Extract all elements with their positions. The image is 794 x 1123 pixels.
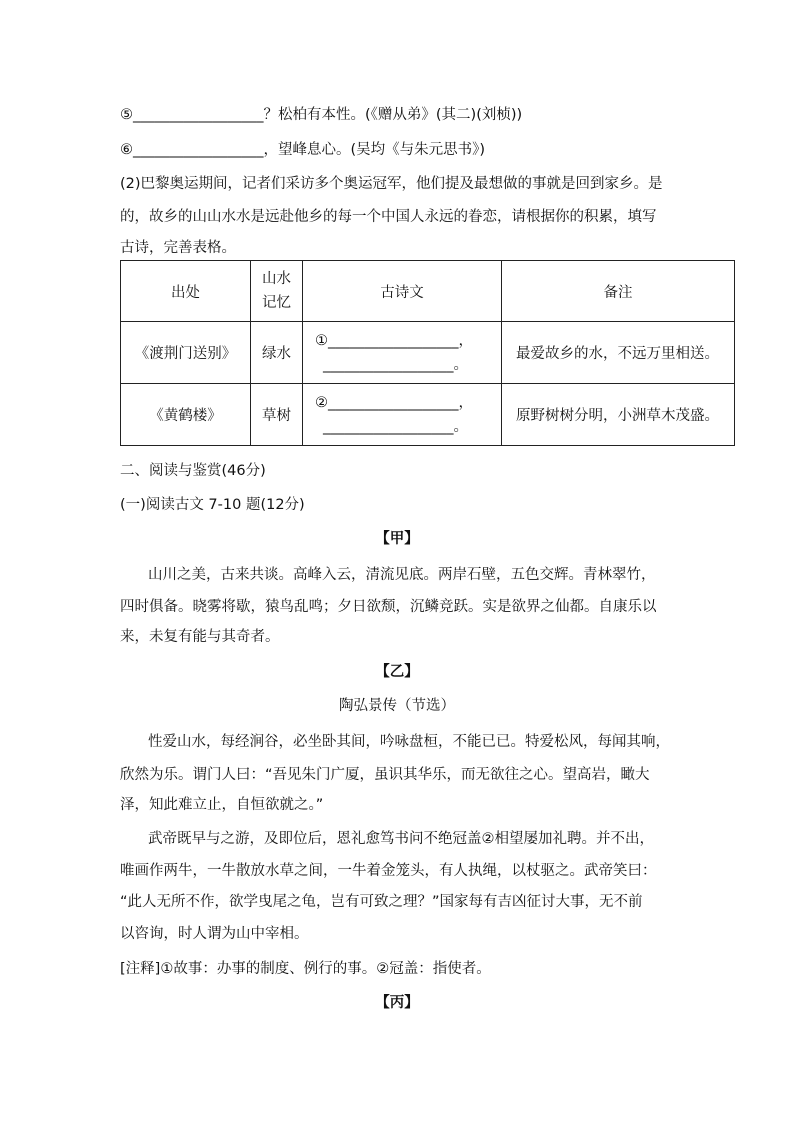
passage-yi-p2-line-4: 以咨询，时人谓为山中宰相。: [120, 926, 309, 942]
header-source: 出处: [121, 261, 251, 322]
header-remark: 备注: [502, 261, 735, 322]
cell-source: 《黄鹤楼》: [121, 384, 251, 446]
passage-yi-p1-line-1: 性爱山水，每经涧谷，必坐卧其间，吟咏盘桓，不能已已。特爱松风，每闻其响，: [148, 734, 670, 750]
section-2-sub-1: (一)阅读古文 7-10 题(12分): [120, 497, 305, 513]
cell-poem-blank[interactable]: [303, 384, 502, 446]
fill-item-6: ⑥__________________，望峰息心。(吴均《与朱元思书》): [120, 142, 486, 158]
table-header-row: [121, 261, 735, 322]
question-2-line-3: 古诗，完善表格。: [120, 240, 236, 256]
passage-jia-line-2: 四时俱备。晓雾将歇，猿鸟乱鸣；夕日欲颓，沉鳞竞跃。实是欲界之仙都。自康乐以: [120, 599, 657, 615]
header-memory-line-1: 山水: [262, 271, 291, 287]
poem-table: [120, 260, 735, 446]
cell-remark: 最爱故乡的水，不远万里相送。: [502, 322, 735, 384]
question-2-line-2: 的，故乡的山山水水是远赴他乡的每一个中国人永远的眷恋，请根据你的积累，填写: [120, 209, 657, 225]
passage-jia-line-1: 山川之美，古来共谈。高峰入云，清流见底。两岸石壁，五色交辉。青林翠竹，: [148, 567, 656, 583]
poem-blank-line-2[interactable]: __________________。: [323, 356, 468, 373]
cell-poem-blank[interactable]: [303, 322, 502, 384]
passage-yi-p2-line-2: 唯画作两牛，一牛散放水草之间，一牛着金笼头，有人执绳，以杖驱之。武帝笑曰：: [120, 863, 657, 879]
passage-jia-label: 【甲】: [375, 531, 419, 547]
cell-source: 《渡荆门送别》: [121, 322, 251, 384]
cell-memory: 草树: [251, 384, 303, 446]
fill-item-5: ⑤__________________？松柏有本性。(《赠从弟》(其二)(刘桢)): [120, 107, 523, 123]
header-poem: 古诗文: [303, 261, 502, 322]
question-2-line-1: (2)巴黎奥运期间，记者们采访多个奥运冠军，他们提及最想做的事就是回到家乡。是: [120, 176, 663, 192]
passage-bing-label: 【丙】: [375, 995, 419, 1011]
poem-blank-line-1[interactable]: ②__________________，: [315, 394, 473, 411]
passage-yi-label: 【乙】: [375, 664, 419, 680]
passage-yi-note: [注释]①故事：办事的制度、例行的事。②冠盖：指使者。: [120, 961, 491, 977]
passage-yi-p1-line-2: 欣然为乐。谓门人曰：“吾见朱门广厦，虽识其华乐，而无欲往之心。望高岩，瞰大: [120, 767, 650, 783]
poem-blank-line-1[interactable]: ①__________________，: [315, 332, 473, 349]
passage-yi-p1-line-3: 泽，知此难立止，自恒欲就之。”: [120, 797, 324, 813]
passage-yi-title: 陶弘景传（节选）: [339, 698, 455, 714]
passage-jia-line-3: 来，未复有能与其奇者。: [120, 629, 280, 645]
table-row: [121, 384, 735, 446]
section-2-title: 二、阅读与鉴赏(46分): [120, 463, 266, 479]
header-memory: [251, 261, 303, 322]
poem-blank-line-2[interactable]: __________________。: [323, 418, 468, 435]
cell-memory: 绿水: [251, 322, 303, 384]
passage-yi-p2-line-1: 武帝既早与之游，及即位后，恩礼愈笃书问不绝冠盖②相望屡加礼聘。并不出，: [148, 831, 654, 847]
table-row: [121, 322, 735, 384]
cell-remark: 原野树树分明，小洲草木茂盛。: [502, 384, 735, 446]
header-memory-line-2: 记忆: [262, 295, 291, 311]
passage-yi-p2-line-3: “此人无所不作，欲学曳尾之龟，岂有可致之理？”国家每有吉凶征讨大事，无不前: [120, 894, 643, 910]
